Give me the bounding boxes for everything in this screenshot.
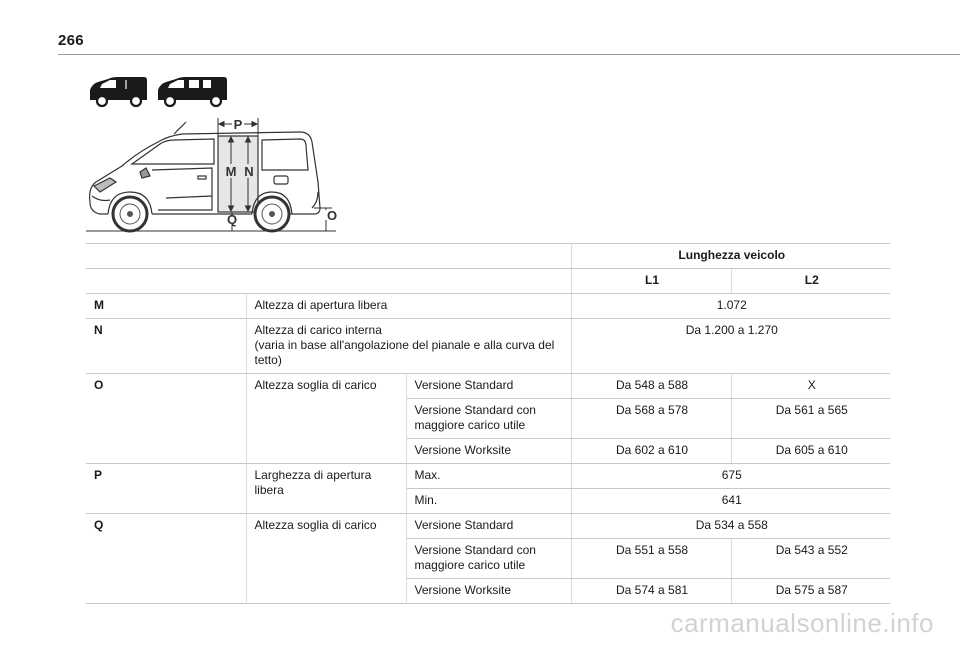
row-letter: M — [86, 294, 246, 319]
van-l2-icon — [158, 77, 227, 106]
row-description-main: Altezza di carico interna — [254, 323, 382, 337]
row-value: Da 1.200 a 1.270 — [571, 319, 890, 374]
van-variant-icons — [86, 76, 236, 108]
row-version: Max. — [406, 464, 571, 489]
row-letter: Q — [86, 514, 246, 604]
row-value: 1.072 — [571, 294, 890, 319]
col-header-l2: L2 — [731, 269, 890, 294]
rear-wheel — [252, 192, 292, 231]
row-version: Versione Standard con maggiore carico utile — [406, 399, 571, 439]
row-value-l2: Da 575 a 587 — [731, 579, 890, 604]
label-n: N — [244, 164, 254, 179]
row-version: Min. — [406, 489, 571, 514]
row-value-l2: X — [731, 374, 890, 399]
row-letter: O — [86, 374, 246, 464]
col-header-l1: L1 — [571, 269, 731, 294]
row-value-l1: Da 568 a 578 — [571, 399, 731, 439]
row-value-l1: Da 551 a 558 — [571, 539, 731, 579]
vehicle-dimensions-table — [86, 243, 890, 604]
table-row-o — [86, 374, 890, 399]
row-value-l2: Da 543 a 552 — [731, 539, 890, 579]
row-value-l1: Da 574 a 581 — [571, 579, 731, 604]
row-version: Versione Standard — [406, 374, 571, 399]
row-version: Versione Standard con maggiore carico utile — [406, 539, 571, 579]
page-number: 266 — [58, 32, 84, 49]
row-value: Da 534 a 558 — [571, 514, 890, 539]
table-row — [86, 269, 890, 294]
table-cell — [86, 244, 571, 269]
table-cell — [86, 269, 571, 294]
row-version: Versione Standard — [406, 514, 571, 539]
row-value-l1: Da 548 a 588 — [571, 374, 731, 399]
row-description: Altezza soglia di carico — [246, 514, 406, 604]
group-header-vehicle-length: Lunghezza veicolo — [571, 244, 890, 269]
row-description: Altezza di apertura libera — [246, 294, 571, 319]
row-version: Versione Worksite — [406, 439, 571, 464]
row-value: 641 — [571, 489, 890, 514]
table-row-m — [86, 294, 890, 319]
table-row-p — [86, 464, 890, 489]
row-letter: N — [86, 319, 246, 374]
vehicle-side-diagram — [86, 112, 348, 236]
row-description-note: (varia in base all'angolazione del pianale e alla curva del tetto) — [254, 338, 555, 367]
front-wheel — [108, 192, 152, 231]
header-rule — [58, 54, 960, 55]
row-version: Versione Worksite — [406, 579, 571, 604]
watermark: carmanualsonline.info — [670, 608, 934, 638]
table-row — [86, 244, 890, 269]
row-value-l1: Da 602 a 610 — [571, 439, 731, 464]
table-row-n — [86, 319, 890, 374]
row-description: Altezza soglia di carico — [246, 374, 406, 464]
row-value: 675 — [571, 464, 890, 489]
label-q: Q — [226, 212, 238, 227]
van-l1-icon — [90, 77, 147, 106]
row-letter: P — [86, 464, 246, 514]
label-m: M — [225, 164, 237, 179]
label-o: O — [326, 208, 338, 223]
row-description: Larghezza di apertura libera — [246, 464, 406, 514]
label-p: P — [233, 117, 243, 132]
row-description — [246, 319, 571, 374]
row-value-l2: Da 605 a 610 — [731, 439, 890, 464]
table-row-q — [86, 514, 890, 539]
row-value-l2: Da 561 a 565 — [731, 399, 890, 439]
